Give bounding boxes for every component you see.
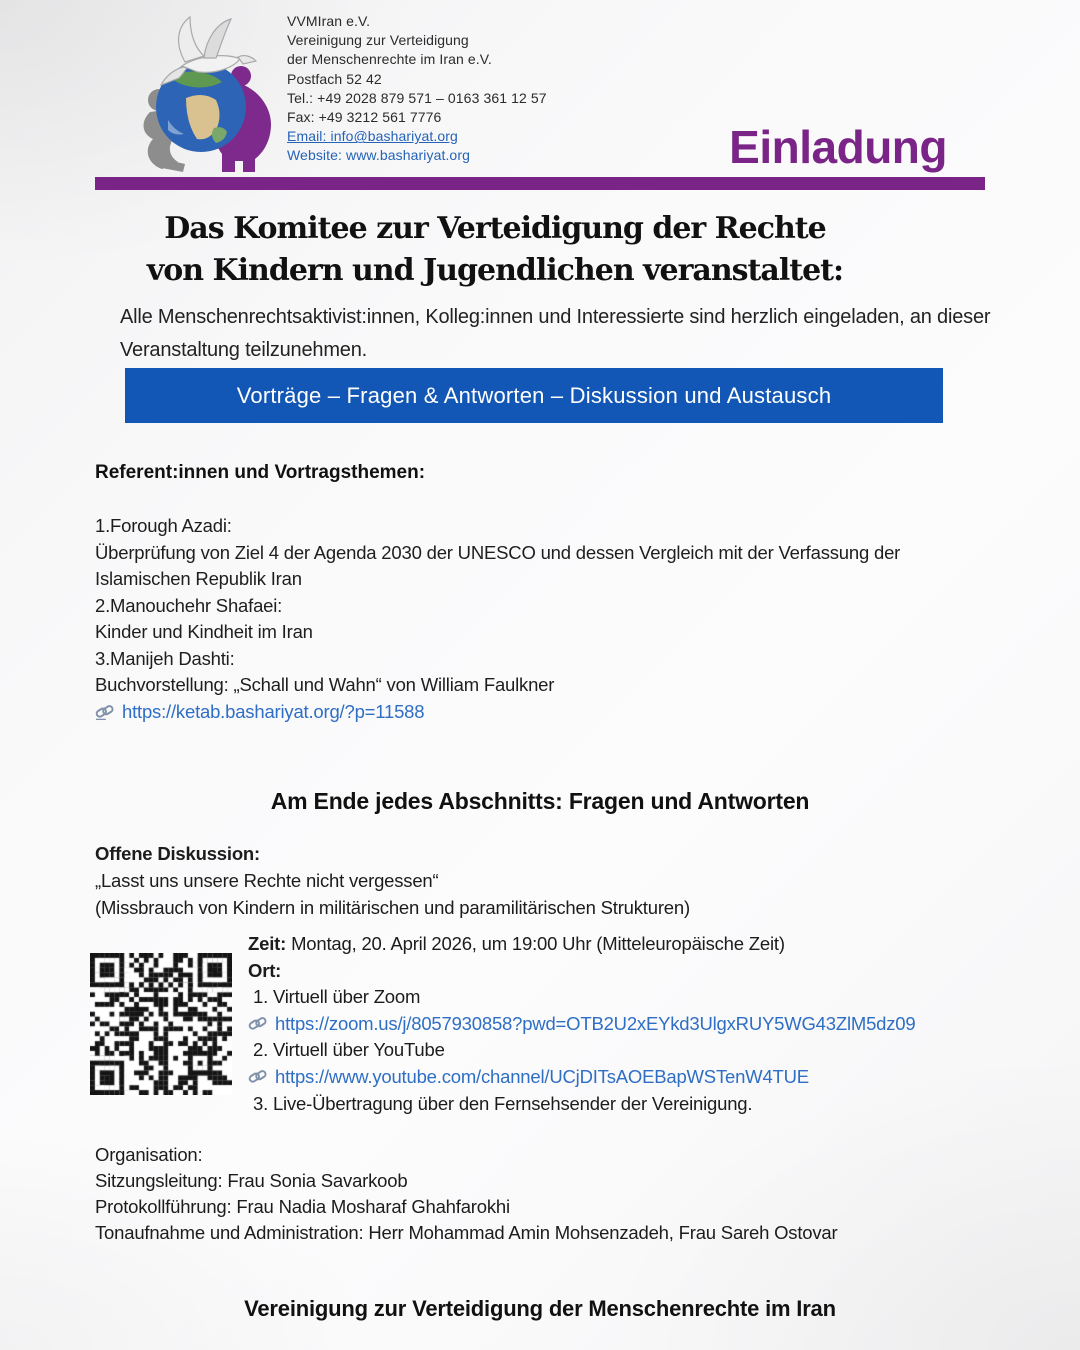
event-details xyxy=(248,931,916,1117)
event-format-banner: Vorträge – Fragen & Antworten – Diskussion und Austausch xyxy=(125,368,943,423)
org-name: VVMIran e.V. xyxy=(287,13,371,29)
discussion-heading: Offene Diskussion: xyxy=(95,843,260,864)
vvmiran-logo xyxy=(138,12,276,172)
topics-heading: Referent:innen und Vortragsthemen: xyxy=(95,462,426,483)
qr-code xyxy=(90,953,232,1095)
main-heading xyxy=(95,208,895,292)
intro-line1: Alle Menschenrechtsaktivist:innen, Kolleg:innen und Interessierte sind herzlich eingeladen, an dieser xyxy=(120,306,991,328)
intro-line2: Veranstaltung teilzunehmen. xyxy=(120,339,367,361)
organisation-role-3: Tonaufnahme und Administration: Herr Mohammad Amin Mohsenzadeh, Frau Sareh Ostovar xyxy=(95,1222,838,1243)
organisation-block xyxy=(95,1142,837,1246)
postfach: Postfach 52 42 xyxy=(287,70,382,87)
intro-paragraph xyxy=(120,301,990,367)
purple-divider xyxy=(95,177,985,190)
topics-list xyxy=(95,513,900,725)
org-line: Vereinigung zur Verteidigung xyxy=(287,32,469,49)
youtube-channel-link[interactable]: https://www.youtube.com/channel/UCjDITsAOEBapWSTenW4TUE xyxy=(275,1065,809,1087)
topic-title-1b: Islamischen Republik Iran xyxy=(95,568,302,589)
page-title: Einladung xyxy=(729,121,947,173)
topic-title-2: Kinder und Kindheit im Iran xyxy=(95,621,313,642)
organisation-heading: Organisation: xyxy=(95,1144,203,1165)
discussion-subtitle: (Missbrauch von Kindern in militärischen und paramilitärischen Strukturen) xyxy=(95,897,690,918)
topic-title-1a: Überprüfung von Ziel 4 der Agenda 2030 der UNESCO und dessen Vergleich mit der Verfassung der xyxy=(95,541,901,563)
topic-title-3: Buchvorstellung: „Schall und Wahn“ von William Faulkner xyxy=(95,674,555,695)
main-heading-line1: Das Komitee zur Verteidigung der Rechte xyxy=(164,211,826,246)
main-heading-line2: von Kindern und Jugendlichen veranstaltet: xyxy=(146,253,844,288)
topic-speaker-3: 3.Manijeh Dashti: xyxy=(95,647,235,669)
email-link[interactable]: Email: info@bashariyat.org xyxy=(287,128,458,145)
organisation-role-2: Protokollführung: Frau Nadia Mosharaf Ghahfarokhi xyxy=(95,1196,510,1217)
discussion-block xyxy=(95,840,690,921)
topic-speaker-1: 1.Forough Azadi: xyxy=(95,515,232,536)
contact-block xyxy=(287,12,547,166)
link-icon xyxy=(95,703,115,721)
topic-speaker-2: 2.Manouchehr Shafaei: xyxy=(95,594,283,616)
logo-graphic xyxy=(138,12,276,172)
zeit-label: Zeit: xyxy=(248,933,287,954)
zeit-value: Montag, 20. April 2026, um 19:00 Uhr (Mitteleuropäische Zeit) xyxy=(291,933,785,954)
link-icon xyxy=(248,1015,268,1033)
ort-item-zoom: 1. Virtuell über Zoom xyxy=(253,986,421,1008)
zeit-line xyxy=(248,931,916,958)
footer-org-name: Vereinigung zur Verteidigung der Menschenrechte im Iran xyxy=(244,1296,836,1321)
ketab-link[interactable]: https://ketab.bashariyat.org/?p=11588 xyxy=(122,700,425,722)
discussion-quote: „Lasst uns unsere Rechte nicht vergessen“ xyxy=(95,870,439,891)
organisation-role-1: Sitzungsleitung: Frau Sonia Savarkoob xyxy=(95,1170,408,1191)
org-line: der Menschenrechte im Iran e.V. xyxy=(287,51,492,68)
fax: Fax: +49 3212 561 7776 xyxy=(287,109,442,126)
link-icon xyxy=(248,1068,268,1086)
website-link[interactable]: Website: www.bashariyat.org xyxy=(287,147,470,164)
telephone: Tel.: +49 2028 879 571 – 0163 361 12 57 xyxy=(287,89,547,106)
ort-item-youtube: 2. Virtuell über YouTube xyxy=(253,1039,445,1061)
ort-label: Ort: xyxy=(248,959,282,981)
qa-heading: Am Ende jedes Abschnitts: Fragen und Antworten xyxy=(270,788,810,814)
zoom-meeting-link[interactable]: https://zoom.us/j/8057930858?pwd=OTB2U2xEYkd3UlgxRUY5WG43ZlM5dz09 xyxy=(275,1012,916,1034)
ort-item-tv: 3. Live-Übertragung über den Fernsehsender der Vereinigung. xyxy=(253,1092,753,1114)
